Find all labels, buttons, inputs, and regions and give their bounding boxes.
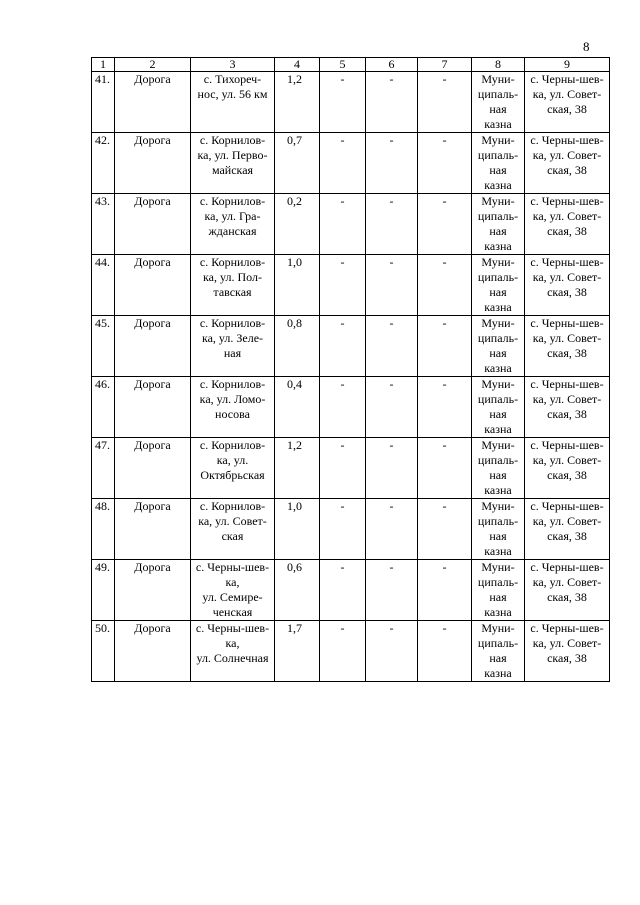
table-row — [92, 316, 610, 377]
address-cell: с. Черны-шев- ка, ул. Солнечная — [191, 621, 275, 682]
object-name-cell: Дорога — [115, 255, 191, 316]
column-7-cell: - — [418, 377, 472, 438]
object-name-cell: Дорога — [115, 621, 191, 682]
object-name-cell: Дорога — [115, 499, 191, 560]
column-7-cell: - — [418, 499, 472, 560]
length-cell: 1,0 — [275, 499, 320, 560]
table-row — [92, 438, 610, 499]
basis-cell: Муни- ципаль- ная казна — [472, 499, 525, 560]
column-7-cell: - — [418, 560, 472, 621]
row-number-cell: 43. — [92, 194, 115, 255]
column-6-cell: - — [366, 438, 418, 499]
object-name-cell: Дорога — [115, 377, 191, 438]
table-row — [92, 560, 610, 621]
length-cell: 0,6 — [275, 560, 320, 621]
holder-address-cell: с. Черны-шев- ка, ул. Совет- ская, 38 — [525, 499, 610, 560]
holder-address-cell: с. Черны-шев- ка, ул. Совет- ская, 38 — [525, 316, 610, 377]
length-cell: 1,2 — [275, 438, 320, 499]
column-6-cell: - — [366, 133, 418, 194]
column-5-cell: - — [320, 438, 366, 499]
table-row — [92, 194, 610, 255]
column-5-cell: - — [320, 316, 366, 377]
address-cell: с. Черны-шев- ка, ул. Семире- ченская — [191, 560, 275, 621]
basis-cell: Муни- ципаль- ная казна — [472, 255, 525, 316]
holder-address-cell: с. Черны-шев- ка, ул. Совет- ская, 38 — [525, 377, 610, 438]
address-cell: с. Тихореч- нос, ул. 56 км — [191, 72, 275, 133]
basis-cell: Муни- ципаль- ная казна — [472, 560, 525, 621]
column-6-cell: - — [366, 72, 418, 133]
column-5-cell: - — [320, 72, 366, 133]
length-cell: 0,4 — [275, 377, 320, 438]
table-row — [92, 133, 610, 194]
column-7-cell: - — [418, 316, 472, 377]
column-6-cell: - — [366, 377, 418, 438]
column-7-cell: - — [418, 621, 472, 682]
holder-address-cell: с. Черны-шев- ка, ул. Совет- ская, 38 — [525, 438, 610, 499]
table-row — [92, 72, 610, 133]
row-number-cell: 44. — [92, 255, 115, 316]
length-cell: 1,0 — [275, 255, 320, 316]
column-7-cell: - — [418, 438, 472, 499]
address-cell: с. Корнилов- ка, ул. Октябрьская — [191, 438, 275, 499]
header-cell: 4 — [275, 58, 320, 72]
length-cell: 0,2 — [275, 194, 320, 255]
length-cell: 0,7 — [275, 133, 320, 194]
basis-cell: Муни- ципаль- ная казна — [472, 621, 525, 682]
column-5-cell: - — [320, 499, 366, 560]
header-cell: 9 — [525, 58, 610, 72]
address-cell: с. Корнилов- ка, ул. Гра- жданская — [191, 194, 275, 255]
basis-cell: Муни- ципаль- ная казна — [472, 316, 525, 377]
column-7-cell: - — [418, 133, 472, 194]
basis-cell: Муни- ципаль- ная казна — [472, 377, 525, 438]
header-cell: 5 — [320, 58, 366, 72]
object-name-cell: Дорога — [115, 316, 191, 377]
column-6-cell: - — [366, 560, 418, 621]
holder-address-cell: с. Черны-шев- ка, ул. Совет- ская, 38 — [525, 194, 610, 255]
column-5-cell: - — [320, 255, 366, 316]
column-6-cell: - — [366, 316, 418, 377]
column-6-cell: - — [366, 499, 418, 560]
header-cell: 2 — [115, 58, 191, 72]
object-name-cell: Дорога — [115, 438, 191, 499]
address-cell: с. Корнилов- ка, ул. Зеле- ная — [191, 316, 275, 377]
length-cell: 0,8 — [275, 316, 320, 377]
column-5-cell: - — [320, 621, 366, 682]
header-row — [92, 58, 610, 72]
column-7-cell: - — [418, 255, 472, 316]
column-5-cell: - — [320, 377, 366, 438]
basis-cell: Муни- ципаль- ная казна — [472, 194, 525, 255]
column-6-cell: - — [366, 621, 418, 682]
holder-address-cell: с. Черны-шев- ка, ул. Совет- ская, 38 — [525, 255, 610, 316]
basis-cell: Муни- ципаль- ная казна — [472, 133, 525, 194]
column-6-cell: - — [366, 255, 418, 316]
header-cell: 3 — [191, 58, 275, 72]
address-cell: с. Корнилов- ка, ул. Пол- тавская — [191, 255, 275, 316]
column-5-cell: - — [320, 133, 366, 194]
row-number-cell: 41. — [92, 72, 115, 133]
header-cell: 6 — [366, 58, 418, 72]
row-number-cell: 47. — [92, 438, 115, 499]
header-cell: 8 — [472, 58, 525, 72]
address-cell: с. Корнилов- ка, ул. Перво- майская — [191, 133, 275, 194]
object-name-cell: Дорога — [115, 560, 191, 621]
basis-cell: Муни- ципаль- ная казна — [472, 438, 525, 499]
table-row — [92, 499, 610, 560]
column-7-cell: - — [418, 72, 472, 133]
length-cell: 1,2 — [275, 72, 320, 133]
holder-address-cell: с. Черны-шев- ка, ул. Совет- ская, 38 — [525, 72, 610, 133]
header-cell: 7 — [418, 58, 472, 72]
row-number-cell: 45. — [92, 316, 115, 377]
row-number-cell: 49. — [92, 560, 115, 621]
holder-address-cell: с. Черны-шев- ка, ул. Совет- ская, 38 — [525, 560, 610, 621]
holder-address-cell: с. Черны-шев- ка, ул. Совет- ская, 38 — [525, 621, 610, 682]
address-cell: с. Корнилов- ка, ул. Ломо- носова — [191, 377, 275, 438]
object-name-cell: Дорога — [115, 72, 191, 133]
basis-cell: Муни- ципаль- ная казна — [472, 72, 525, 133]
holder-address-cell: с. Черны-шев- ка, ул. Совет- ская, 38 — [525, 133, 610, 194]
header-cell: 1 — [92, 58, 115, 72]
table-row — [92, 255, 610, 316]
column-6-cell: - — [366, 194, 418, 255]
page-number: 8 — [583, 39, 590, 54]
table-row — [92, 621, 610, 682]
row-number-cell: 46. — [92, 377, 115, 438]
table-row — [92, 377, 610, 438]
column-5-cell: - — [320, 560, 366, 621]
row-number-cell: 50. — [92, 621, 115, 682]
length-cell: 1,7 — [275, 621, 320, 682]
row-number-cell: 48. — [92, 499, 115, 560]
column-7-cell: - — [418, 194, 472, 255]
row-number-cell: 42. — [92, 133, 115, 194]
object-name-cell: Дорога — [115, 194, 191, 255]
column-5-cell: - — [320, 194, 366, 255]
address-cell: с. Корнилов- ка, ул. Совет- ская — [191, 499, 275, 560]
registry-table — [91, 57, 610, 682]
object-name-cell: Дорога — [115, 133, 191, 194]
